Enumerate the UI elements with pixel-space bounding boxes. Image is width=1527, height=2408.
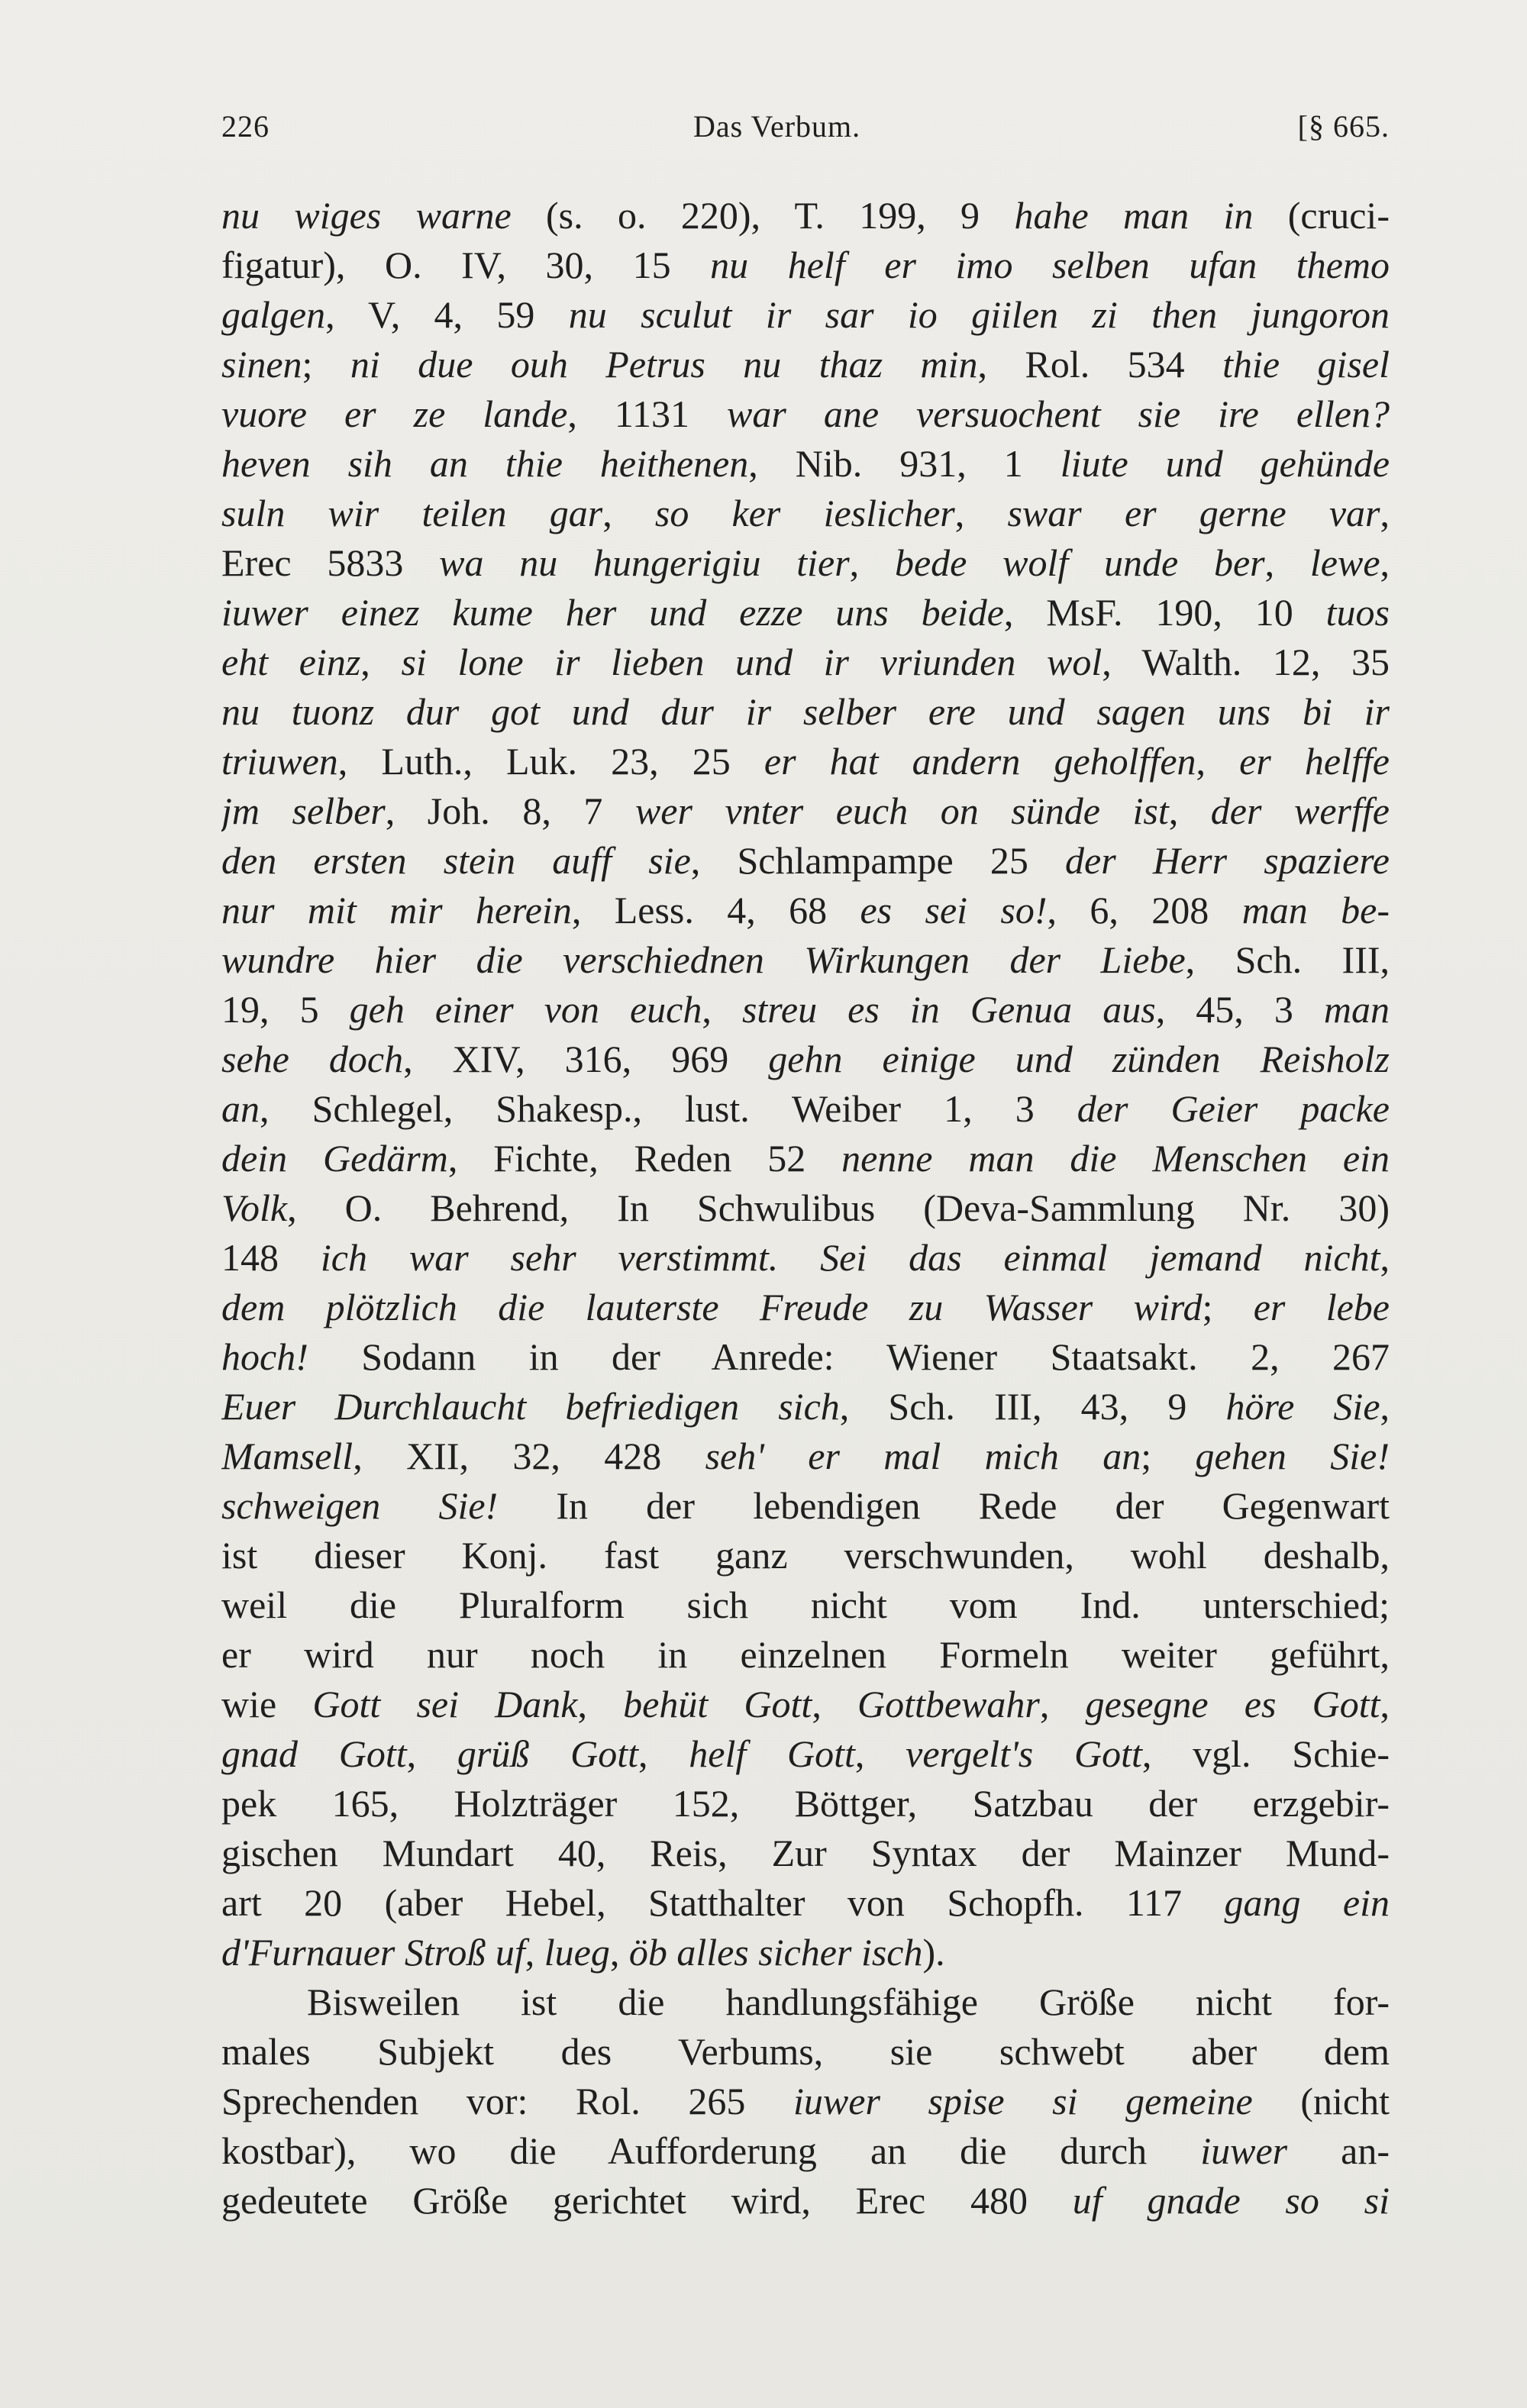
text-line: wie Gott sei Dank, behüt Gott, Gottbewahr, gesegne es Gott, (221, 1683, 1390, 1725)
text-line: weil die Pluralform sich nicht vom Ind. unterschied; (221, 1583, 1390, 1626)
running-header (221, 108, 1390, 154)
text-line: schweigen Sie! In der lebendigen Rede der Gegenwart (221, 1484, 1390, 1527)
section-reference: [§ 665. (1297, 109, 1390, 144)
text-line: gedeutete Größe gerichtet wird, Erec 480 uf gnade so si (221, 2179, 1390, 2222)
text-line: hoch! Sodann in der Anrede: Wiener Staatsakt. 2, 267 (221, 1335, 1390, 1378)
text-line: figatur), O. IV, 30, 15 nu helf er imo selben ufan themo (221, 244, 1390, 286)
text-line: er wird nur noch in einzelnen Formeln weiter geführt, (221, 1633, 1390, 1676)
text-line: heven sih an thie heithenen, Nib. 931, 1 liute und gehünde (221, 442, 1390, 485)
text-line: eht einz, si lone ir lieben und ir vriunden wol, Walth. 12, 35 (221, 641, 1390, 683)
text-line: jm selber, Joh. 8, 7 wer vnter euch on sünde ist, der werffe (221, 789, 1390, 832)
text-line: suln wir teilen gar, so ker ieslicher, swar er gerne var, (221, 492, 1390, 534)
text-line: galgen, V, 4, 59 nu sculut ir sar io giilen zi then jungoron (221, 293, 1390, 336)
text-line: nu tuonz dur got und dur ir selber ere und sagen uns bi ir (221, 690, 1390, 733)
text-line: dem plötzlich die lauterste Freude zu Wasser wird; er lebe (221, 1286, 1390, 1328)
text-line: Volk, O. Behrend, In Schwulibus (Deva-Sammlung Nr. 30) (221, 1186, 1390, 1229)
running-title: Das Verbum. (693, 109, 861, 144)
text-line: d'Furnauer Stroß uf, lueg, öb alles sicher isch). (221, 1931, 945, 1974)
text-line: nu wiges warne (s. o. 220), T. 199, 9 hahe man in (cruci- (221, 194, 1390, 237)
text-line: triuwen, Luth., Luk. 23, 25 er hat andern geholffen, er helffe (221, 740, 1390, 783)
text-line: gnad Gott, grüß Gott, helf Gott, vergelt's Gott, vgl. Schie- (221, 1732, 1390, 1775)
text-line: Euer Durchlaucht befriedigen sich, Sch. III, 43, 9 höre Sie, (221, 1385, 1390, 1428)
text-line: wundre hier die verschiednen Wirkungen der Liebe, Sch. III, (221, 938, 1390, 981)
text-line: sinen; ni due ouh Petrus nu thaz min, Rol. 534 thie gisel (221, 343, 1390, 386)
text-line: iuwer einez kume her und ezze uns beide, MsF. 190, 10 tuos (221, 591, 1390, 634)
page-number: 226 (221, 109, 270, 144)
text-line: Mamsell, XII, 32, 428 seh' er mal mich an; gehen Sie! (221, 1435, 1390, 1477)
text-line: vuore er ze lande, 1131 war ane versuochent sie ire ellen? (221, 392, 1390, 435)
text-line: nur mit mir herein, Less. 4, 68 es sei so!, 6, 208 man be- (221, 889, 1390, 931)
text-line: males Subjekt des Verbums, sie schwebt aber dem (221, 2030, 1390, 2073)
text-line: art 20 (aber Hebel, Statthalter von Schopfh. 117 gang ein (221, 1881, 1390, 1924)
text-line: 148 ich war sehr verstimmt. Sei das einmal jemand nicht, (221, 1236, 1390, 1279)
text-line: sehe doch, XIV, 316, 969 gehn einige und zünden Reisholz (221, 1038, 1390, 1080)
body-text (221, 191, 1390, 2226)
text-line: Bisweilen ist die handlungsfähige Größe nicht for- (307, 1980, 1390, 2023)
text-line: pek 165, Holzträger 152, Böttger, Satzbau der erzgebir- (221, 1782, 1390, 1825)
text-line: Sprechenden vor: Rol. 265 iuwer spise si gemeine (nicht (221, 2080, 1390, 2122)
text-line: den ersten stein auff sie, Schlampampe 25 der Herr spaziere (221, 839, 1390, 882)
text-line: an, Schlegel, Shakesp., lust. Weiber 1, 3 der Geier packe (221, 1087, 1390, 1130)
text-line: dein Gedärm, Fichte, Reden 52 nenne man die Menschen ein (221, 1137, 1390, 1180)
text-line: gischen Mundart 40, Reis, Zur Syntax der Mainzer Mund- (221, 1832, 1390, 1874)
text-line: 19, 5 geh einer von euch, streu es in Genua aus, 45, 3 man (221, 988, 1390, 1031)
text-line: ist dieser Konj. fast ganz verschwunden, wohl deshalb, (221, 1534, 1390, 1577)
text-line: Erec 5833 wa nu hungerigiu tier, bede wolf unde ber, lewe, (221, 541, 1390, 584)
text-line: kostbar), wo die Aufforderung an die durch iuwer an- (221, 2129, 1390, 2172)
